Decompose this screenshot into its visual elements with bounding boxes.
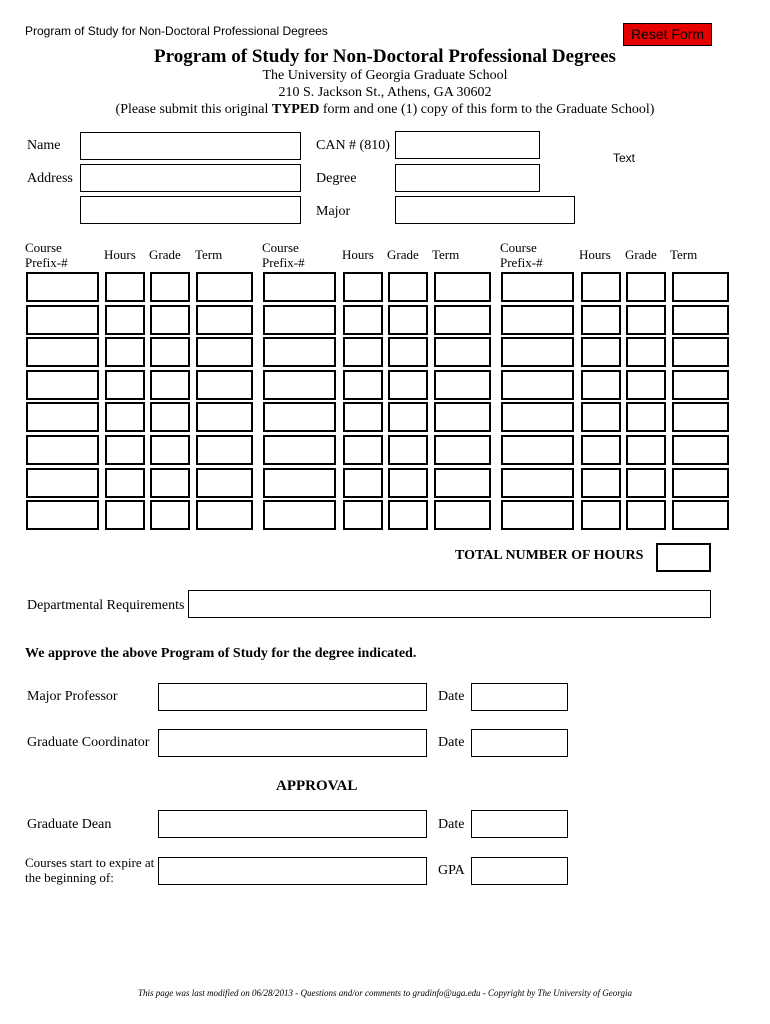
term-header: Term [195,247,223,262]
grade-input[interactable] [150,402,190,432]
course-prefix-input[interactable] [26,305,99,335]
term-input[interactable] [196,500,253,530]
term-input[interactable] [434,337,491,367]
term-input[interactable] [672,468,729,498]
page-footer: This page was last modified on 06/28/2013 - Questions and/or comments to gradinfo@uga.edu - Copyright by The University of Georgia [138,988,632,998]
hours-input[interactable] [581,305,621,335]
reset-form-button[interactable]: Reset Form [623,23,712,46]
grade-input[interactable] [388,370,428,400]
major-professor-input[interactable] [158,683,427,711]
graduate-coordinator-date-input[interactable] [471,729,568,757]
term-input[interactable] [434,305,491,335]
hours-input[interactable] [105,370,145,400]
hours-header: Hours [104,247,136,262]
hours-header: Hours [342,247,374,262]
gpa-input[interactable] [471,857,568,885]
course-prefix-input[interactable] [26,370,99,400]
course-prefix-input[interactable] [501,435,574,465]
major-professor-date-input[interactable] [471,683,568,711]
hours-input[interactable] [343,370,383,400]
address-input[interactable] [80,164,301,192]
term-input[interactable] [196,435,253,465]
term-header: Term [670,247,698,262]
course-prefix-input[interactable] [501,468,574,498]
hours-input[interactable] [343,305,383,335]
term-input[interactable] [672,370,729,400]
course-prefix-input[interactable] [26,402,99,432]
term-input[interactable] [672,402,729,432]
grade-input[interactable] [150,468,190,498]
course-prefix-input[interactable] [26,272,99,302]
term-input[interactable] [196,402,253,432]
term-input[interactable] [672,500,729,530]
grade-input[interactable] [150,337,190,367]
grade-input[interactable] [626,370,666,400]
instruction-text-end: form and one (1) copy of this form to the Graduate School) [319,102,655,117]
name-label: Name [27,138,61,153]
course-prefix-input[interactable] [501,500,574,530]
form-header-title: Program of Study for Non-Doctoral Professional Degrees [25,24,328,38]
grade-input[interactable] [626,402,666,432]
courses-expire-label: Courses start to expire at the beginning of: [25,855,155,885]
hours-input[interactable] [581,468,621,498]
courses-expire-input[interactable] [158,857,427,885]
grade-input[interactable] [626,272,666,302]
gpa-label: GPA [438,863,465,878]
course-prefix-input[interactable] [26,435,99,465]
term-input[interactable] [672,435,729,465]
hours-input[interactable] [343,272,383,302]
term-input[interactable] [434,435,491,465]
grade-input[interactable] [626,305,666,335]
hours-input[interactable] [105,435,145,465]
course-prefix-input[interactable] [501,305,574,335]
school-name: The University of Georgia Graduate School [262,68,508,83]
school-address: 210 S. Jackson St., Athens, GA 30602 [278,85,492,100]
course-prefix-input[interactable] [263,337,336,367]
grade-input[interactable] [388,468,428,498]
hours-input[interactable] [105,272,145,302]
total-hours-label: TOTAL NUMBER OF HOURS [455,548,644,563]
grade-input[interactable] [626,500,666,530]
graduate-dean-date-input[interactable] [471,810,568,838]
major-professor-label: Major Professor [27,689,118,704]
grade-input[interactable] [626,468,666,498]
course-prefix-input[interactable] [263,402,336,432]
term-input[interactable] [672,337,729,367]
grade-input[interactable] [388,500,428,530]
course-prefix-input[interactable] [263,272,336,302]
hours-input[interactable] [581,500,621,530]
course-prefix-input[interactable] [263,305,336,335]
graduate-coordinator-date-label: Date [438,735,465,750]
term-input[interactable] [196,337,253,367]
graduate-dean-date-label: Date [438,817,465,832]
page-title: Program of Study for Non-Doctoral Professional Degrees [154,46,616,67]
grade-input[interactable] [388,305,428,335]
grade-header: Grade [149,247,181,262]
can-label: CAN # (810) [316,138,390,153]
address-label: Address [27,171,73,186]
hours-input[interactable] [105,402,145,432]
hours-input[interactable] [343,435,383,465]
term-header: Term [432,247,460,262]
grade-input[interactable] [150,370,190,400]
hours-input[interactable] [581,370,621,400]
approval-statement: We approve the above Program of Study for the degree indicated. [25,646,417,661]
address-line2-input[interactable] [80,196,301,224]
grade-input[interactable] [388,337,428,367]
major-professor-date-label: Date [438,689,465,704]
degree-input[interactable] [395,164,540,192]
hours-input[interactable] [343,468,383,498]
course-prefix-input[interactable] [501,370,574,400]
term-input[interactable] [434,500,491,530]
submission-instruction [0,102,770,118]
grade-input[interactable] [388,402,428,432]
hours-input[interactable] [581,402,621,432]
grade-header: Grade [387,247,419,262]
graduate-coordinator-input[interactable] [158,729,427,757]
grade-input[interactable] [626,337,666,367]
course-prefix-input[interactable] [263,435,336,465]
course-prefix-input[interactable] [26,337,99,367]
grade-input[interactable] [150,435,190,465]
course-prefix-input[interactable] [26,500,99,530]
term-input[interactable] [434,468,491,498]
grade-input[interactable] [626,435,666,465]
hours-header: Hours [579,247,611,262]
term-input[interactable] [196,370,253,400]
hours-input[interactable] [105,305,145,335]
term-input[interactable] [672,305,729,335]
term-input[interactable] [196,305,253,335]
hours-input[interactable] [105,468,145,498]
name-input[interactable] [80,132,301,160]
grade-input[interactable] [388,435,428,465]
term-input[interactable] [196,468,253,498]
course-prefix-input[interactable] [263,370,336,400]
graduate-dean-label: Graduate Dean [27,817,112,832]
course-prefix-input[interactable] [26,468,99,498]
major-input[interactable] [395,196,575,224]
grade-input[interactable] [150,500,190,530]
term-input[interactable] [196,272,253,302]
course-prefix-header: Course Prefix-# [262,240,305,270]
grade-input[interactable] [150,272,190,302]
graduate-coordinator-label: Graduate Coordinator [27,735,150,750]
course-prefix-input[interactable] [501,337,574,367]
course-prefix-header: Course Prefix-# [500,240,543,270]
course-prefix-input[interactable] [263,468,336,498]
degree-label: Degree [316,171,357,186]
grade-input[interactable] [150,305,190,335]
hours-input[interactable] [343,337,383,367]
approval-heading: APPROVAL [276,778,358,794]
term-input[interactable] [434,272,491,302]
departmental-requirements-input[interactable] [188,590,711,618]
graduate-dean-input[interactable] [158,810,427,838]
hours-input[interactable] [105,500,145,530]
major-label: Major [316,204,351,219]
course-prefix-input[interactable] [501,272,574,302]
hours-input[interactable] [581,272,621,302]
term-input[interactable] [672,272,729,302]
term-input[interactable] [434,370,491,400]
course-prefix-input[interactable] [263,500,336,530]
grade-input[interactable] [388,272,428,302]
hours-input[interactable] [343,402,383,432]
hours-input[interactable] [581,435,621,465]
departmental-requirements-label: Departmental Requirements [27,598,185,613]
instruction-text-start: (Please submit this original [115,102,272,117]
grade-header: Grade [625,247,657,262]
can-input[interactable] [395,131,540,159]
instruction-typed-word: TYPED [271,102,320,117]
total-hours-input[interactable] [656,543,711,572]
can-field-hint: Text [613,151,636,165]
hours-input[interactable] [581,337,621,367]
course-prefix-header: Course Prefix-# [25,240,68,270]
term-input[interactable] [434,402,491,432]
hours-input[interactable] [343,500,383,530]
hours-input[interactable] [105,337,145,367]
course-prefix-input[interactable] [501,402,574,432]
